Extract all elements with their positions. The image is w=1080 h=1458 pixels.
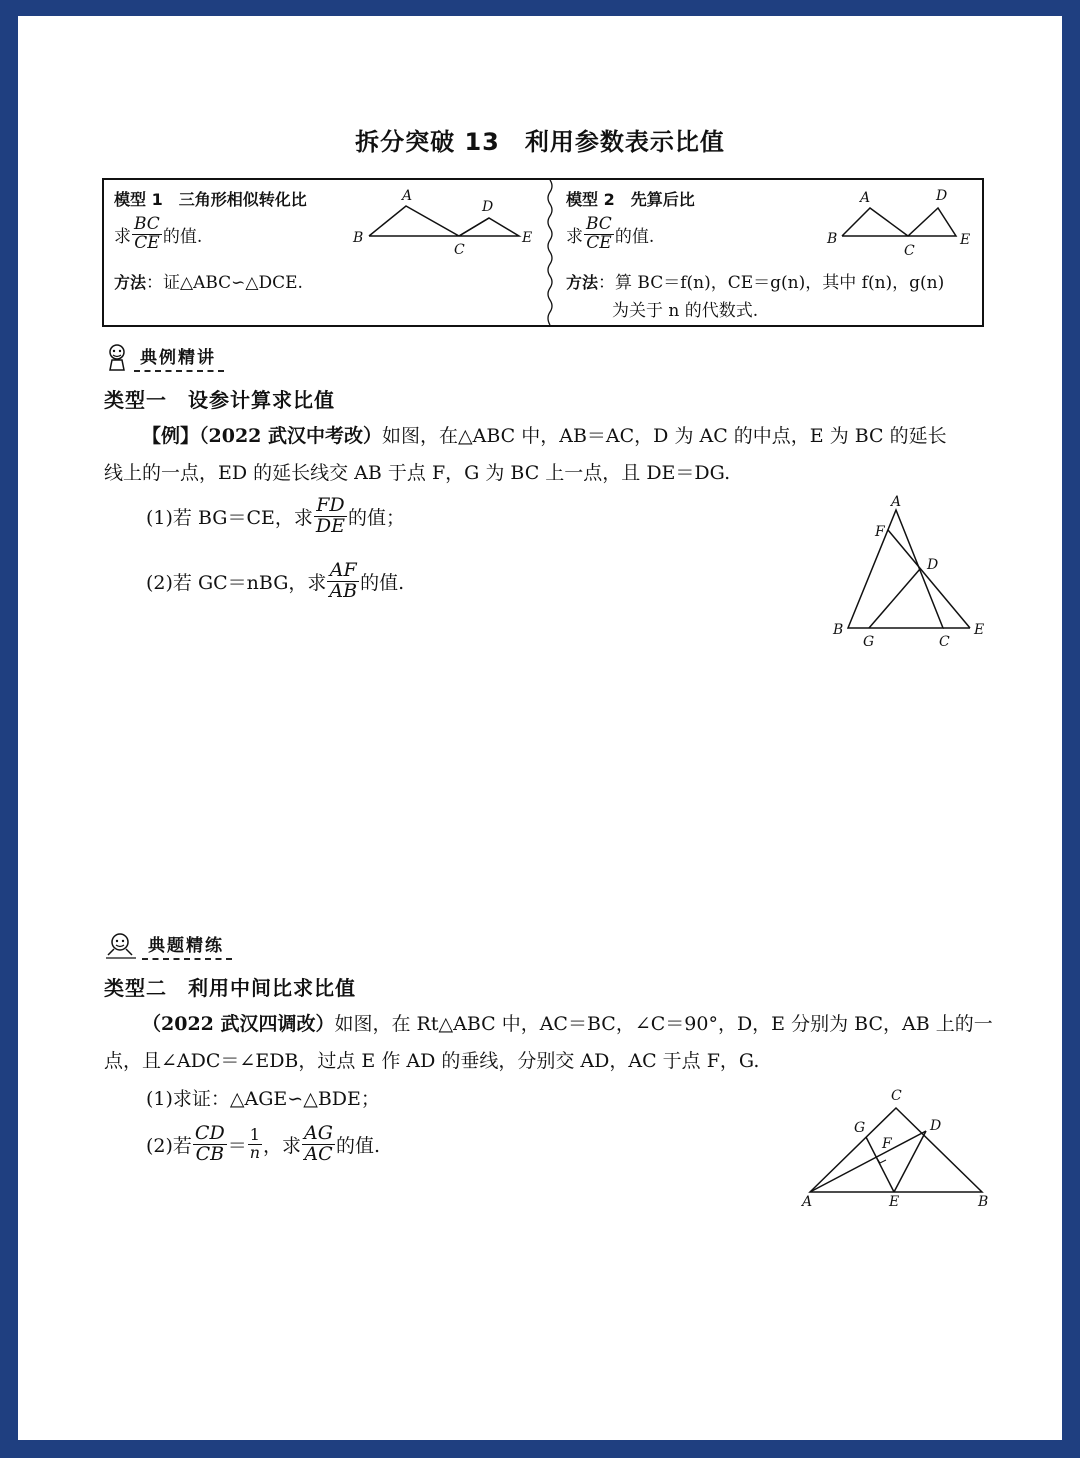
- exercise-paragraph: [104, 1006, 993, 1080]
- page-title: 拆分突破 13 利用参数表示比值: [355, 128, 725, 156]
- model1-ask: [114, 216, 202, 253]
- model1-ask-suffix: 的值.: [162, 226, 203, 247]
- q2-suffix: 的值.: [360, 571, 405, 594]
- model2-method: [566, 268, 944, 293]
- example-figure: [823, 494, 1003, 654]
- model2-triangles: [842, 208, 956, 236]
- model1-label-e: E: [522, 230, 533, 246]
- ex-label-c: C: [939, 634, 950, 650]
- q1-frac-den: DE: [315, 514, 345, 537]
- model1-label-c: C: [454, 242, 465, 258]
- q1-suffix: 的值；: [347, 506, 405, 529]
- ex-label-a: A: [891, 494, 902, 510]
- page: [18, 16, 1062, 1440]
- example-question1: [146, 496, 405, 537]
- model1-ask-prefix: 求: [114, 226, 131, 247]
- q1-fraction: [314, 496, 347, 537]
- model1-triangles: [369, 206, 519, 236]
- exercise-source: （2022 武汉四调改）: [142, 1013, 335, 1035]
- exercise-line1: [104, 1006, 993, 1043]
- exercise-question1: (1)求证：△AGE∽△BDE；: [146, 1088, 380, 1110]
- mascot-icon: [104, 931, 138, 959]
- example-tag: 【例】: [142, 425, 200, 447]
- model2-label-a: A: [860, 190, 871, 206]
- model2-ask: [566, 216, 654, 253]
- ex-q2-equals: ＝: [227, 1134, 247, 1157]
- exf-label-c: C: [891, 1088, 902, 1104]
- banner1-label: 典例精讲: [134, 343, 224, 372]
- exf-label-g: G: [854, 1120, 866, 1136]
- model2-method-line2: 为关于 n 的代数式.: [612, 301, 759, 321]
- model2-method-label: 方法: [566, 273, 599, 292]
- model2-label-d: D: [936, 188, 948, 204]
- model1-method: [114, 268, 303, 293]
- ex-label-d: D: [927, 557, 939, 573]
- exf-label-e: E: [889, 1194, 900, 1210]
- q1-prefix: (1)若 BG＝CE，求: [146, 506, 313, 529]
- ex-label-e: E: [974, 622, 985, 638]
- exf-label-a: A: [802, 1194, 813, 1210]
- ex-q2-prefix: (2)若: [146, 1134, 192, 1157]
- ex-label-f: F: [875, 524, 885, 540]
- model2-frac-den: CE: [586, 232, 612, 253]
- model2-label-b: B: [827, 231, 838, 247]
- banner2-label: 典题精练: [142, 931, 232, 960]
- model1-method-text: ：证△ABC∽△DCE.: [146, 273, 303, 293]
- example-question2: [146, 561, 404, 602]
- section2-heading: 类型二 利用中间比求比值: [104, 976, 356, 1000]
- q2-fraction: [327, 561, 359, 602]
- model1-figure: [349, 188, 539, 268]
- mascot-icon: [104, 343, 130, 371]
- ex-q2-frac2-den: n: [249, 1142, 261, 1162]
- model2-ask-suffix: 的值.: [614, 226, 655, 247]
- model1-label-d: D: [482, 199, 494, 215]
- model1-frac-den: CE: [134, 232, 160, 253]
- example-line1-text: 如图，在△ABC 中，AB＝AC，D 为 AC 的中点，E 为 BC 的延长: [382, 425, 947, 447]
- model1-fraction: [132, 216, 162, 253]
- exercise-line2: 点，且∠ADC＝∠EDB，过点 E 作 AD 的垂线，分别交 AD，AC 于点 F，G.: [104, 1050, 760, 1072]
- model2-ask-prefix: 求: [566, 226, 583, 247]
- exf-label-d: D: [930, 1118, 942, 1134]
- model2-frac-num: BC: [586, 214, 612, 234]
- example-line2: 线上的一点，ED 的延长线交 AB 于点 F，G 为 BC 上一点，且 DE＝DG.: [104, 462, 731, 484]
- q2-prefix: (2)若 GC＝nBG，求: [146, 571, 327, 594]
- model1-label-a: A: [402, 188, 413, 204]
- ex-q2-suffix: 的值.: [335, 1134, 380, 1157]
- ex-q2-fraction-ag-ac: [302, 1124, 335, 1165]
- ex-q2-mid: ，求: [263, 1134, 302, 1157]
- triangle-acb: [810, 1108, 982, 1192]
- ex-q2-frac1-den: CB: [195, 1142, 225, 1165]
- section1-heading: 类型一 设参计算求比值: [104, 388, 335, 412]
- exercise-figure: [796, 1082, 996, 1212]
- q2-frac-num: AF: [327, 561, 359, 582]
- line-dg: [869, 569, 920, 628]
- ex-q2-fraction-1-n: [248, 1127, 262, 1162]
- line-ef: [888, 530, 970, 628]
- model2-figure: [822, 186, 982, 268]
- model1-edge-cd: [459, 218, 489, 236]
- model1-label-b: B: [353, 230, 364, 246]
- model2-method-text: ：算 BC＝f(n)，CE＝g(n)，其中 f(n)，g(n): [598, 273, 945, 293]
- exf-label-b: B: [978, 1194, 989, 1210]
- model1-frac-num: BC: [134, 214, 160, 234]
- model2-heading: 模型 2 先算后比: [566, 190, 695, 209]
- model-box: [102, 178, 984, 327]
- example-source: （2022 武汉中考改）: [199, 425, 383, 447]
- ex-q2-frac2-num: 1: [248, 1127, 262, 1145]
- model1-heading: 模型 1 三角形相似转化比: [114, 190, 307, 209]
- example-paragraph: [104, 418, 984, 492]
- model1-method-label: 方法: [114, 273, 147, 292]
- banner-typical-example: [104, 342, 224, 372]
- q1-frac-num: FD: [314, 496, 347, 517]
- q2-frac-den: AB: [329, 579, 358, 602]
- exercise-question2: [146, 1124, 380, 1165]
- ex-q2-frac1-num: CD: [194, 1122, 225, 1144]
- banner-typical-practice: [104, 930, 232, 960]
- model2-label-c: C: [904, 243, 915, 259]
- ex-label-g: G: [863, 634, 875, 650]
- wavy-divider: [544, 180, 556, 325]
- exf-label-f: F: [882, 1136, 892, 1152]
- model2-fraction: [584, 216, 614, 253]
- ex-q2-frac3-num: AG: [304, 1122, 333, 1144]
- example-line1: [104, 418, 984, 455]
- ex-label-b: B: [833, 622, 844, 638]
- ex-q2-frac3-den: AC: [304, 1142, 333, 1165]
- model2-label-e: E: [960, 232, 971, 248]
- exercise-line1-text: 如图，在 Rt△ABC 中，AC＝BC，∠C＝90°，D，E 分别为 BC，AB 上的一: [334, 1013, 993, 1035]
- ex-q2-fraction-cd-cb: [193, 1124, 227, 1165]
